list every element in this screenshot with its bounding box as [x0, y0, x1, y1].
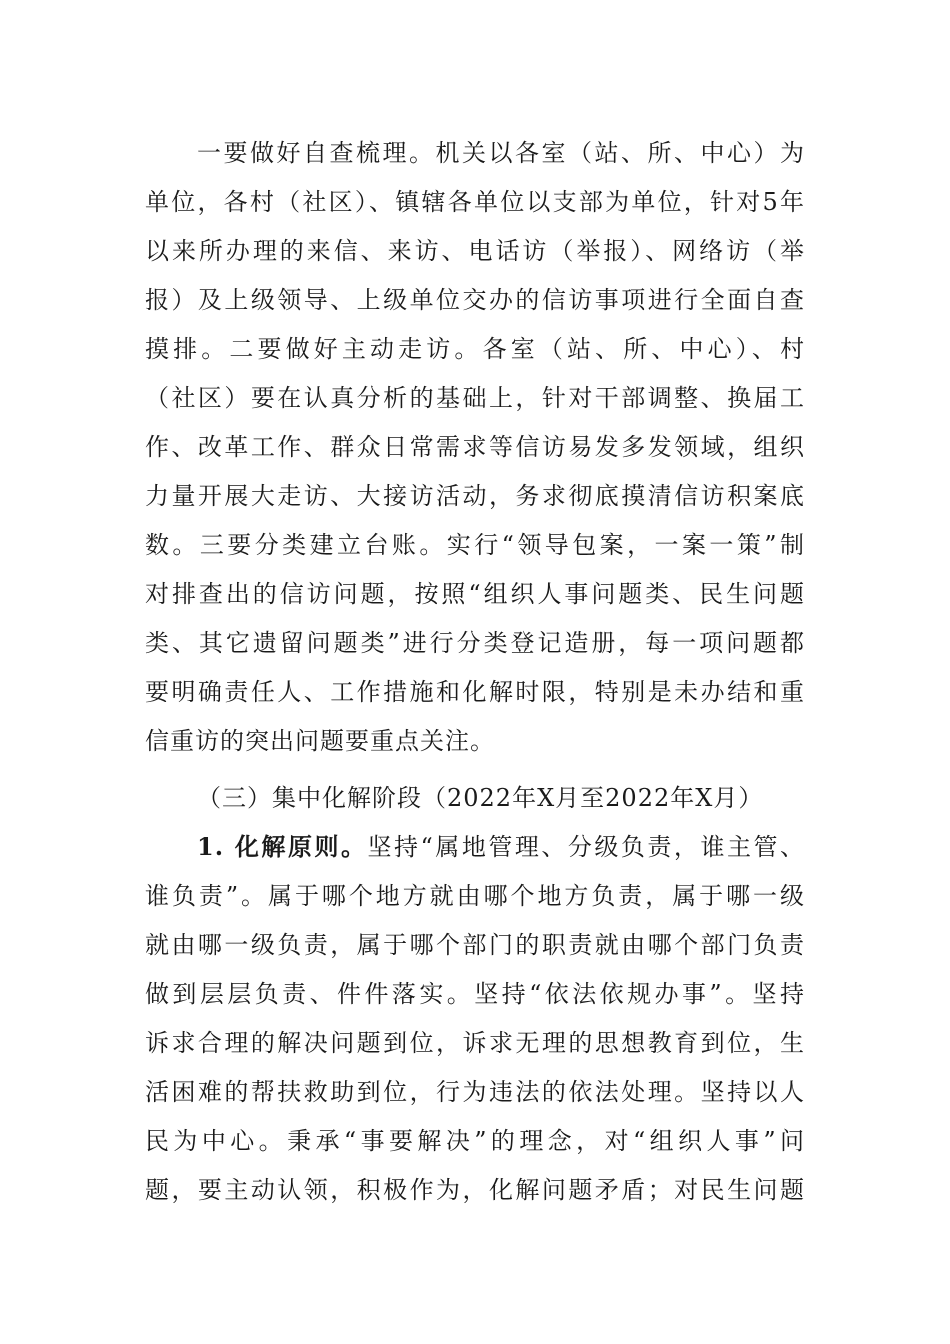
lead-text: 坚持“属地管理、分级负责，谁主管、 — [367, 833, 805, 861]
paragraph-line: 作、改革工作、群众日常需求等信访易发多发领域，组织 — [145, 433, 805, 461]
paragraph-line: 类、其它遗留问题类”进行分类登记造册，每一项问题都 — [145, 629, 805, 657]
paragraph-line: 活困难的帮扶救助到位，行为违法的依法处理。坚持以人 — [145, 1078, 805, 1106]
paragraph-line: 摸排。二要做好主动走访。各室（站、所、中心）、村 — [145, 335, 805, 363]
section-heading: （三）集中化解阶段（2022年X月至2022年X月） — [197, 784, 764, 812]
paragraph-line: 信重访的突出问题要重点关注。 — [145, 727, 495, 755]
paragraph-line: 题，要主动认领，积极作为，化解问题矛盾；对民生问题 — [145, 1176, 805, 1204]
paragraph-line: 报）及上级领导、上级单位交办的信访事项进行全面自查 — [145, 286, 805, 314]
paragraph-line: 要明确责任人、工作措施和化解时限，特别是未办结和重 — [145, 678, 805, 706]
paragraph-line: 一要做好自查梳理。机关以各室（站、所、中心）为 — [197, 139, 805, 167]
bold-lead: 1. 化解原则。 — [197, 832, 368, 861]
paragraph-line: 数。三要分类建立台账。实行“领导包案，一案一策”制 — [145, 531, 805, 559]
paragraph-line: 就由哪一级负责，属于哪个部门的职责就由哪个部门负责 — [145, 931, 805, 959]
paragraph-line: 以来所办理的来信、来访、电话访（举报）、网络访（举 — [145, 237, 805, 265]
paragraph-line: （社区）要在认真分析的基础上，针对干部调整、换届工 — [145, 384, 805, 412]
paragraph-line: 谁负责”。属于哪个地方就由哪个地方负责，属于哪一级 — [145, 882, 805, 910]
paragraph-line: 力量开展大走访、大接访活动，务求彻底摸清信访积案底 — [145, 482, 805, 510]
paragraph-line: 诉求合理的解决问题到位，诉求无理的思想教育到位，生 — [145, 1029, 805, 1057]
paragraph-line: 单位，各村（社区）、镇辖各单位以支部为单位，针对5年 — [145, 188, 805, 216]
paragraph-line: 民为中心。秉承“事要解决”的理念，对“组织人事”问 — [145, 1127, 805, 1155]
paragraph-line-with-lead — [197, 825, 805, 869]
paragraph-line: 对排查出的信访问题，按照“组织人事问题类、民生问题 — [145, 580, 805, 608]
paragraph-line: 做到层层负责、件件落实。坚持“依法依规办事”。坚持 — [145, 980, 805, 1008]
